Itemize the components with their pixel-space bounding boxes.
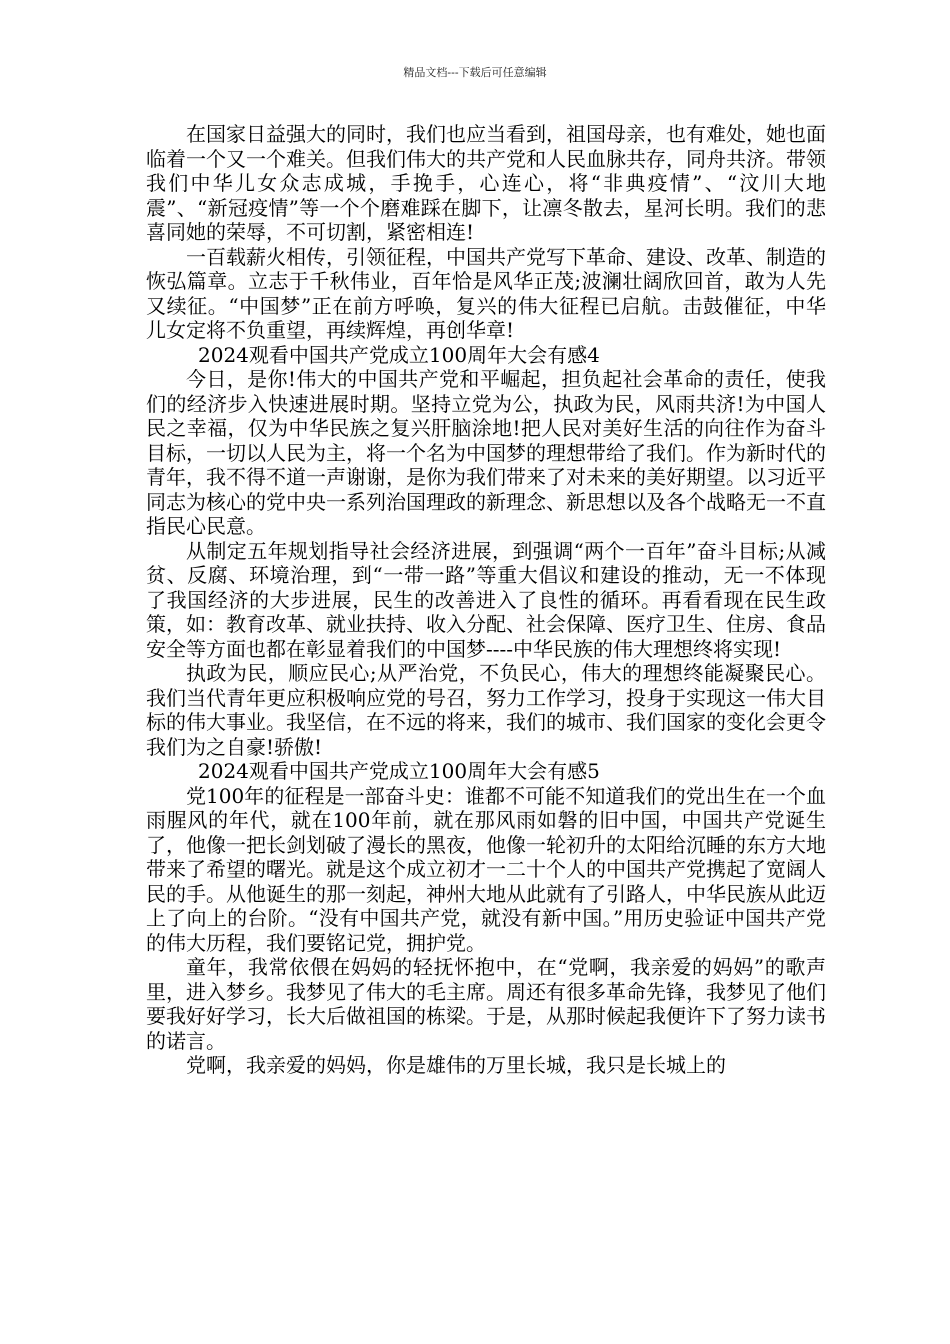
document-body: [146, 122, 826, 1078]
page-header: 精品文档---下载后可任意编辑: [403, 66, 547, 79]
paragraph: 党啊，我亲爱的妈妈，你是雄伟的万里长城，我只是长城上的: [186, 1053, 726, 1077]
paragraph: 童年，我常依偎在妈妈的轻抚怀抱中，在“党啊，我亲爱的妈妈”的歌声里，进入梦乡。我梦见了伟大的毛主席。周还有很多革命先锋，我梦见了他们要我好好学习，长大后做祖国的栋梁。于是，从那时候起我便许下了努力读书的诺言。: [146, 955, 826, 1053]
paragraph: 在国家日益强大的同时，我们也应当看到，祖国母亲，也有难处，她也面临着一个又一个难关。但我们伟大的共产党和人民血脉共存，同舟共济。带领我们中华儿女众志成城，手挽手，心连心，将“非典疫情”、“汶川大地震”、“新冠疫情”等一个个磨难踩在脚下，让凛冬散去，星河长明。我们的悲喜同她的荣辱，不可切割，紧密相连!: [146, 122, 826, 244]
paragraph: 从制定五年规划指导社会经济进展，到强调“两个一百年”奋斗目标;从减贫、反腐、环境治理，到“一带一路”等重大倡议和建设的推动，无一不体现了我国经济的大步进展，民生的改善进入了良性的循环。再看看现在民生政策，如：教育改革、就业扶持、收入分配、社会保障、医疗卫生、住房、食品安全等方面也都在彰显着我们的中国梦----中华民族的伟大理想终将实现!: [146, 538, 826, 661]
paragraph: 今日，是你!伟大的中国共产党和平崛起，担负起社会革命的责任，使我们的经济步入快速进展时期。坚持立党为公，执政为民，风雨共济!为中国人民之幸福，仅为中华民族之复兴肝脑涂地!把人民对美好生活的向往作为奋斗目标，一切以人民为主，将一个名为中国梦的理想带给了我们。作为新时代的青年，我不得不道一声谢谢，是你为我们带来了对未来的美好期望。以习近平同志为核心的党中央一系列治国理政的新理念、新思想以及各个战略无一不直指民心民意。: [146, 367, 826, 538]
section-title: 2024观看中国共产党成立100周年大会有感4: [198, 342, 600, 367]
paragraph: 执政为民，顺应民心;从严治党，不负民心，伟大的理想终能凝聚民心。我们当代青年更应积极响应党的号召，努力工作学习，投身于实现这一伟大目标的伟大事业。我坚信，在不远的将来，我们的城市、我们国家的变化会更令我们为之自豪!骄傲!: [146, 661, 826, 759]
paragraph: 党100年的征程是一部奋斗史：谁都不可能不知道我们的党出生在一个血雨腥风的年代，就在100年前，就在那风雨如磐的旧中国，中国共产党诞生了，他像一把长剑划破了漫长的黑夜，他像一轮初升的太阳给沉睡的东方大地带来了希望的曙光。就是这个成立初才一二十个人的中国共产党携起了宽阔人民的手。从他诞生的那一刻起，神州大地从此就有了引路人，中华民族从此迈上了向上的台阶。“没有中国共产党，就没有新中国。”用历史验证中国共产党的伟大历程，我们要铭记党，拥护党。: [146, 783, 826, 955]
paragraph: 一百载薪火相传，引领征程，中国共产党写下革命、建设、改革、制造的恢弘篇章。立志于千秋伟业，百年恰是风华正茂;波澜壮阔欣回首，敢为人先又续征。“中国梦”正在前方呼唤，复兴的伟大征程已启航。击鼓催征，中华儿女定将不负重望，再续辉煌，再创华章!: [146, 244, 826, 342]
section-title: 2024观看中国共产党成立100周年大会有感5: [198, 759, 600, 783]
